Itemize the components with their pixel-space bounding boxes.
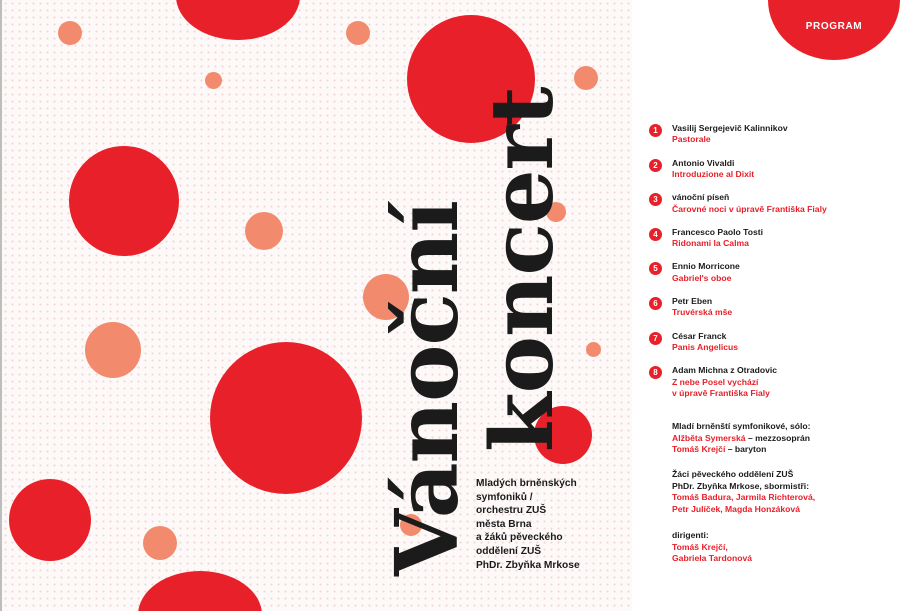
program-heading: PROGRAM	[805, 21, 863, 32]
decor-circle	[138, 571, 262, 611]
conductors-heading: dirigenti:	[672, 530, 709, 540]
item-number: 5	[649, 262, 662, 275]
program-list	[649, 123, 894, 413]
item-number: 3	[649, 193, 662, 206]
title-line-1: Vánoční	[377, 200, 478, 576]
piece: Gabriel's oboe	[672, 272, 732, 283]
choir-leaders: Petr Julíček, Magda Honzáková	[672, 503, 800, 514]
subtitle-line: symfoniků /	[476, 491, 533, 503]
piece: Pastorale	[672, 134, 711, 145]
composer: César Franck	[672, 330, 727, 341]
piece: Panis Angelicus	[672, 341, 739, 352]
decor-circle	[85, 322, 141, 378]
soloists-block	[672, 421, 892, 456]
composer: Ennio Morricone	[672, 261, 740, 272]
decor-circle	[176, 0, 300, 40]
piece: Truvérská mše	[672, 307, 733, 318]
poster-panel	[2, 0, 632, 611]
composer: Vasilij Sergejevič Kalinnikov	[672, 123, 788, 133]
piece: Introduzione al Dixit	[672, 169, 755, 179]
piece: v úpravě Františka Fialy	[672, 387, 770, 398]
choir-block	[672, 469, 892, 515]
soloist-role: – baryton	[725, 444, 767, 455]
composer: Petr Eben	[672, 295, 713, 306]
composer: vánoční píseň	[672, 192, 730, 203]
decor-circle	[245, 212, 283, 250]
program-item	[649, 261, 894, 296]
composer: Antonio Vivaldi	[672, 157, 735, 168]
program-item	[649, 123, 894, 158]
program-item	[649, 365, 894, 413]
subtitle-line: orchestru ZUŠ	[476, 505, 547, 517]
item-number: 7	[649, 332, 662, 345]
subtitle-line: Mladých brněnských	[476, 478, 577, 489]
decor-circle	[143, 526, 177, 560]
item-number: 2	[649, 159, 662, 172]
decor-circle	[205, 72, 222, 89]
subtitle	[476, 477, 616, 572]
decor-circle	[69, 146, 179, 256]
decor-circle	[9, 479, 91, 561]
item-number: 4	[649, 228, 662, 241]
soloist-name: Alžběta Symerská	[672, 432, 746, 443]
conductors-block	[672, 530, 892, 565]
item-number: 6	[649, 297, 662, 310]
subtitle-line: PhDr. Zbyňka Mrkose	[476, 559, 580, 571]
decor-circle	[210, 342, 362, 494]
program-item	[649, 192, 894, 227]
decor-circle	[346, 21, 370, 45]
decor-circle	[574, 66, 598, 90]
composer: Adam Michna z Otradovic	[672, 365, 778, 376]
title-line-2: koncert	[472, 87, 573, 452]
item-number: 1	[649, 124, 662, 137]
decor-circle	[586, 342, 601, 357]
program-item	[649, 158, 894, 193]
program-item	[649, 296, 894, 331]
decor-circle	[58, 21, 82, 45]
piece: Ridonami la Calma	[672, 238, 749, 249]
piece: Z nebe Posel vychází	[672, 376, 759, 387]
conductor-name: Gabriela Tardonová	[672, 553, 753, 564]
piece: Čarovné noci v úpravě Františka Fialy	[672, 203, 827, 214]
conductor-name: Tomáš Krejčí,	[672, 541, 728, 552]
subtitle-line: oddělení ZUŠ	[476, 545, 542, 557]
orchestra-heading: Mladí brněnští symfonikové, sólo:	[672, 421, 811, 431]
soloist-role: – mezzosoprán	[745, 432, 811, 443]
program-item	[649, 227, 894, 262]
item-number: 8	[649, 366, 662, 379]
choir-heading: Žáci pěveckého oddělení ZUŠ	[672, 469, 794, 479]
program-item	[649, 331, 894, 366]
composer: Francesco Paolo Tosti	[672, 226, 764, 237]
subtitle-line: a žáků pěveckého	[476, 532, 563, 544]
choir-heading: PhDr. Zbyňka Mrkose, sbormistři:	[672, 480, 810, 491]
choir-leaders: Tomáš Badura, Jarmila Richterová,	[672, 492, 816, 503]
soloist-name: Tomáš Krejčí	[672, 444, 726, 455]
subtitle-line: města Brna	[476, 518, 532, 530]
